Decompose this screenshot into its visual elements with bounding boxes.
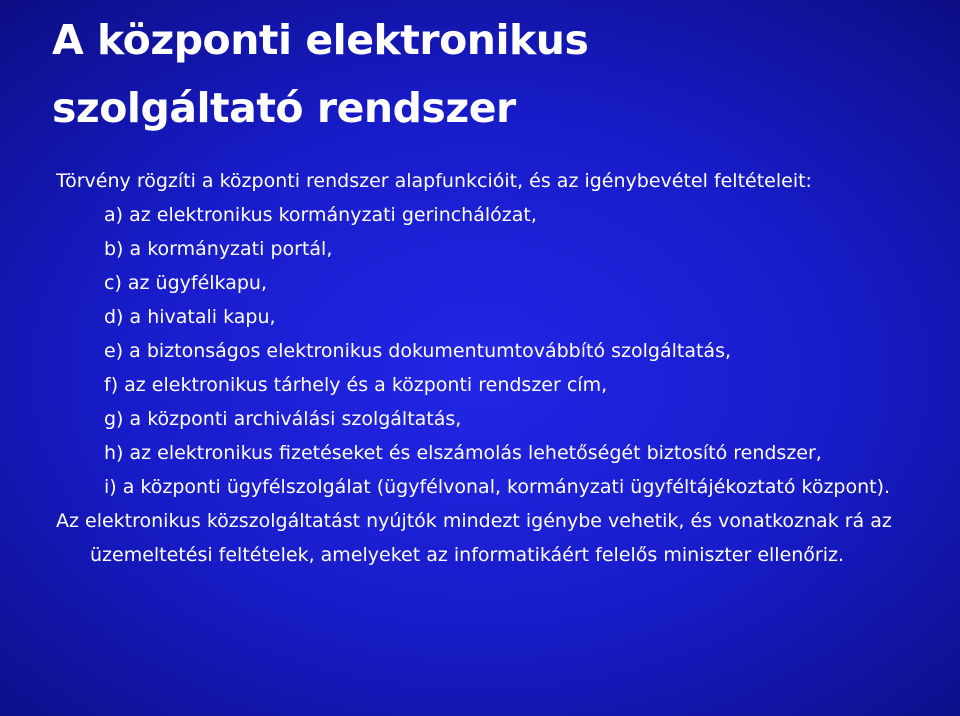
list-item-e: e) a biztonságos elektronikus dokumentumtovábbító szolgáltatás, — [104, 340, 732, 362]
list-item-b: b) a kormányzati portál, — [104, 238, 333, 260]
list-item-h: h) az elektronikus fizetéseket és elszámolás lehetőségét biztosító rendszer, — [104, 442, 822, 464]
slide-title-line-1: A központi elektronikus — [52, 16, 589, 64]
slide-title — [52, 6, 588, 142]
list-item-g: g) a központi archiválási szolgáltatás, — [104, 408, 462, 430]
slide-title-line-2: szolgáltató rendszer — [52, 84, 516, 132]
intro-text: Törvény rögzíti a központi rendszer alapfunkcióit, és az igénybevétel feltételeit: — [56, 170, 812, 192]
slide-body — [56, 164, 946, 572]
outro-text: Az elektronikus közszolgáltatást nyújtók mindezt igénybe vehetik, és vonatkoznak rá az üzemeltetési feltételek, amelyeket az informatikáért felelős miniszter ellenőriz. — [56, 510, 892, 566]
list-item-f: f) az elektronikus tárhely és a központi rendszer cím, — [104, 374, 608, 396]
list-item-a: a) az elektronikus kormányzati gerinchálózat, — [104, 204, 537, 226]
list-item-i: i) a központi ügyfélszolgálat (ügyfélvonal, kormányzati ügyféltájékoztató központ). — [104, 476, 891, 498]
list-item-d: d) a hivatali kapu, — [104, 306, 276, 328]
list-item-c: c) az ügyfélkapu, — [104, 272, 268, 294]
